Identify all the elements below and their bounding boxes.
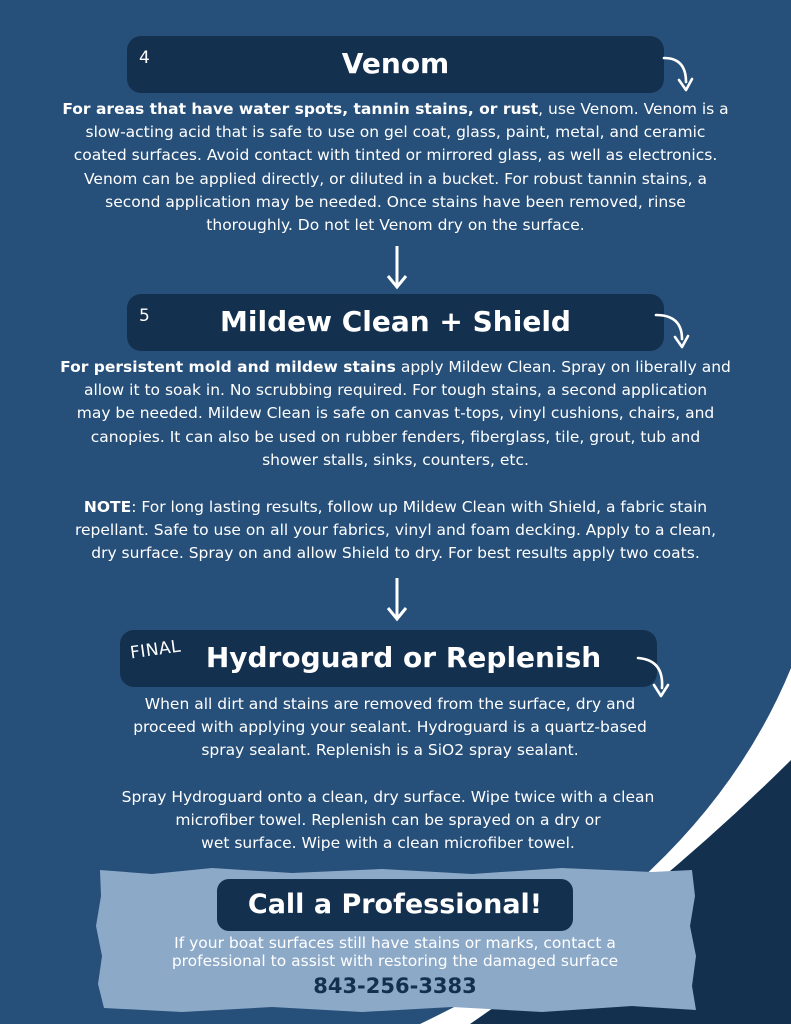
- step-5-lead: For persistent mold and mildew stains: [60, 358, 396, 376]
- curved-arrow-icon: [660, 54, 696, 96]
- step-5-header: [127, 294, 664, 351]
- down-arrow-icon: [386, 576, 408, 622]
- curved-arrow-icon: [652, 311, 692, 353]
- phone-number[interactable]: 843-256-3383: [313, 974, 477, 998]
- step-title: Mildew Clean + Shield: [220, 305, 571, 338]
- final-description-2: Spray Hydroguard onto a clean, dry surface. Wipe twice with a clean microfiber towel. Replenish can be sprayed on a dry or wet surface. Wipe with a clean microfiber towel.: [121, 788, 655, 853]
- step-4-header: [127, 36, 664, 93]
- cta-title-box: [217, 879, 573, 931]
- step-5-note: NOTE: For long lasting results, follow up Mildew Clean with Shield, a fabric stain repellant. Safe to use on all your fabrics, vinyl and foam decking. Apply to a clean, dry surface. Spray on and allow Shield to dry. For best results apply two coats.: [74, 498, 717, 563]
- final-header: [120, 630, 657, 687]
- step-number: 5: [139, 306, 150, 326]
- cta-title: Call a Professional!: [247, 889, 543, 920]
- step-4-description: For areas that have water spots, tannin stains, or rust, use Venom. Venom is a slow-acting acid that is safe to use on gel coat, glass, paint, metal, and ceramic coated surfaces. Avoid contact with tinted or mirrored glass, as well as electronics. Venom can be applied directly, or diluted in a bucket. For robust tannin stains, a second application may be needed. Once stains have been removed, rinse thoroughly. Do not let Venom dry on the surface.: [62, 100, 729, 235]
- final-description-1: When all dirt and stains are removed from the surface, dry and proceed with applying your sealant. Hydroguard is a quartz-based spray sealant. Replenish is a SiO2 spray sealant.: [133, 695, 647, 760]
- final-title: Hydroguard or Replenish: [205, 641, 602, 674]
- step-title: Venom: [341, 47, 450, 80]
- step-number: 4: [139, 48, 150, 68]
- cta-description: If your boat surfaces still have stains or marks, contact a professional to assist with restoring the damaged surface: [171, 934, 619, 970]
- step-5-description: For persistent mold and mildew stains apply Mildew Clean. Spray on liberally and allow it to soak in. No scrubbing required. For tough stains, a second application may be needed. Mildew Clean is safe on canvas t-tops, vinyl cushions, chairs, and canopies. It can also be used on rubber fenders, fiberglass, tile, grout, tub and shower stalls, sinks, counters, etc.: [60, 358, 731, 469]
- final-label: FINAL: [128, 636, 183, 664]
- step-4-lead: For areas that have water spots, tannin stains, or rust: [62, 100, 539, 118]
- note-label: NOTE: [83, 498, 132, 516]
- down-arrow-icon: [386, 244, 408, 290]
